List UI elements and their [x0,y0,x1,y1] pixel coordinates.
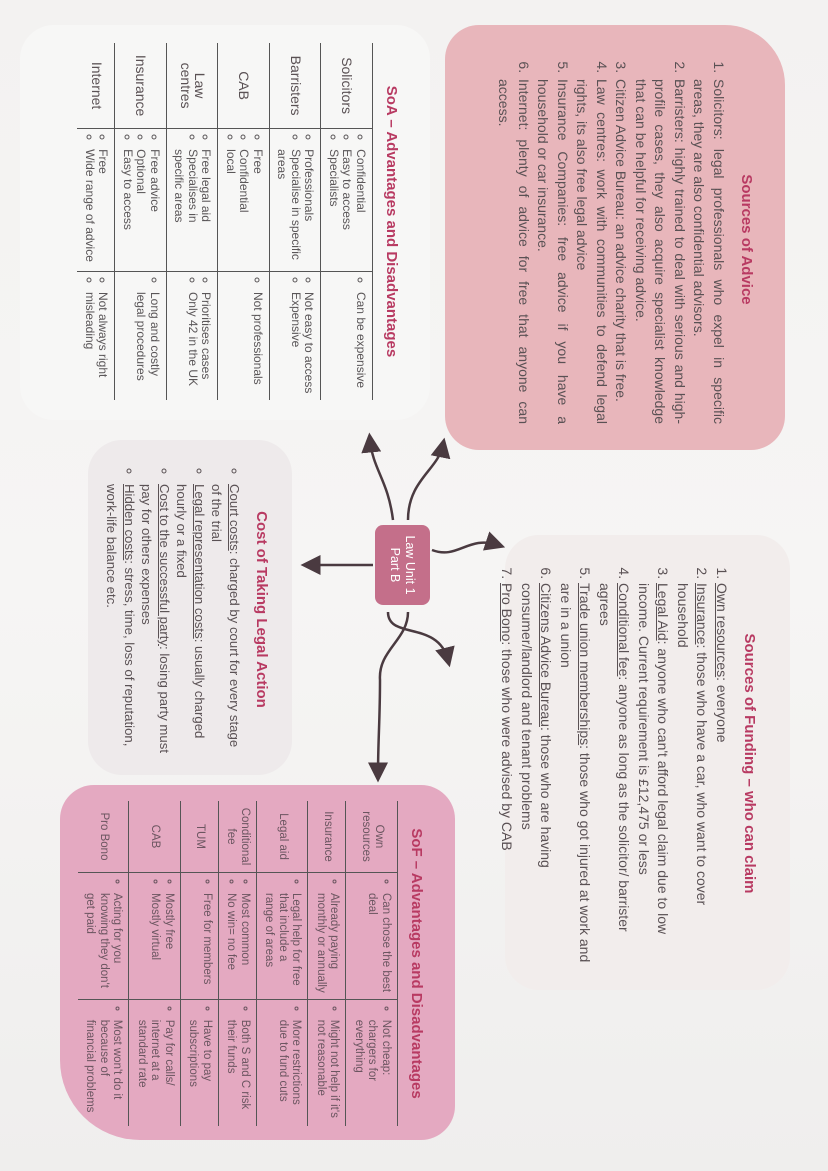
advantages-cell [308,873,346,1000]
term: Pro Bono [499,583,516,642]
table-row [115,43,167,400]
disadvantage: ◦ Only 42 in the UK [186,292,200,394]
disadvantages-cell [308,999,346,1126]
table-row [181,801,219,1126]
disadvantages-cell [181,999,219,1126]
advantage: ◦ Specialise in specific areas [275,149,302,265]
advantage: ◦ Professionals [302,149,316,265]
disadvantage: ◦ Pay for calls/ internet at a standard rate [135,1020,176,1120]
term: Insurance [694,583,711,645]
list-item: 5. Insurance Companies: free advice if you have a household or car insurance. [533,77,572,424]
disadvantages-cell [321,271,373,400]
sof-table-panel [60,785,455,1140]
central-topic-line1: Law Unit 1 [403,535,418,595]
disadvantage: ◦ Might not help if it's not reasonable [314,1020,341,1120]
advantage: ◦ Confidential [237,149,251,265]
list-item [517,583,556,966]
disadvantage: ◦ Can be expensive [354,292,368,394]
arrow-to-funding [432,543,498,553]
description: : those who have a car, who want to cover household [675,583,711,906]
advantage: ◦ Free advice [148,149,162,265]
advantages-cell [115,129,167,272]
advantage: ◦ Optional [134,149,148,265]
row-header: Insurance [308,801,346,873]
disadvantages-cell [167,271,219,400]
disadvantage: ◦ Not cheap: chargers for everything [352,1020,393,1120]
arrow-to-sof-table [378,612,408,775]
row-header: Barristers [270,43,322,129]
advantage: ◦ Already paying monthly or annually [314,893,341,993]
advantages-cell [129,873,181,1000]
disadvantage: ◦ Have to pay subscriptions [186,1020,213,1120]
term: Legal Aid [655,583,672,641]
table-row [167,43,219,400]
disadvantage: ◦ Both S and C risk their funds [224,1020,251,1120]
advantages-cell [167,129,219,272]
list-item: 2. Barristers: highly trained to deal with serious and high-profile cases, they also acquire specialist knowledge that can be helpful for receiving advice. [631,77,690,424]
term: Trade union memberships [577,583,594,746]
description: : losing party must pay for others expenses [139,484,172,754]
disadvantage: ◦ Not easy to access [302,292,316,394]
advantages-cell [78,873,129,1000]
term: Own resources [714,583,730,678]
cost-title: Cost of Taking Legal Action [253,511,270,708]
disadvantages-cell [129,999,181,1126]
table-row [321,43,373,400]
sources-of-funding-list [497,561,731,966]
disadvantage: ◦ Not always right [96,292,110,394]
sof-table-title: SoF – Advantages and Disadvantages [408,828,425,1099]
row-header: Insurance [115,43,167,129]
row-header: Conditional fee [219,801,257,873]
term: Hidden costs [122,484,137,561]
advantages-cell [270,129,322,272]
cost-of-legal-action-panel [88,440,292,775]
advantage: ◦ Free legal aid [199,149,213,265]
row-header: Solicitors [321,43,373,129]
row-header: Pro Bono [78,801,129,873]
term: Cost to the successful party [157,484,172,646]
list-item [595,583,634,966]
advantages-cell [219,873,257,1000]
disadvantages-cell [78,271,116,400]
advantage: ◦ Free [251,149,265,265]
advantage: ◦ Wide range of advice [83,149,97,265]
term: Legal representation costs [192,484,207,639]
row-header: TUM [181,801,219,873]
disadvantages-cell [270,271,322,400]
row-header: Internet [78,43,116,129]
advantages-cell [257,873,309,1000]
disadvantage: ◦ Most won't do it because of financial problems [83,1020,124,1120]
disadvantage: ◦ Prioritises cases [199,292,213,394]
disadvantage: ◦ Long and costly legal procedures [134,292,161,394]
description: : those who were advised by CAB [499,641,516,851]
sources-of-advice-panel [445,25,785,450]
advantages-cell [78,129,116,272]
list-item [634,583,673,966]
row-header: CAB [218,43,270,129]
disadvantage: ◦ Not professionals [251,292,265,394]
disadvantages-cell [219,999,257,1126]
sources-of-advice-title: Sources of Advice [738,174,755,305]
description: : anyone as long as the solicitor/ barrister agrees [597,583,633,932]
description: : those who got injured at work and are in a union [558,583,594,963]
table-row [308,801,346,1126]
table-row [219,801,257,1126]
term: Conditional fee [616,583,633,677]
list-item [712,583,732,966]
row-header: Legal aid [257,801,309,873]
central-topic-node [375,525,430,605]
list-item [497,583,517,966]
disadvantages-cell [78,999,129,1126]
table-row [78,801,129,1126]
advantage: ◦ Mostly free [162,893,176,993]
soa-table-title: SoA – Advantages and Disadvantages [383,85,400,358]
sources-of-funding-panel [499,535,790,990]
list-item [556,583,595,966]
advantages-cell [218,129,270,272]
advantage: ◦ Easy to access [121,149,135,265]
advantage: ◦ Acting for you knowing they don't get paid [83,893,124,993]
description: : usually charged hourly or a fixed [174,484,207,739]
advantages-cell [181,873,219,1000]
row-header: Law centres [167,43,219,129]
arrow-to-soa-table [370,440,393,520]
row-header: Own resources [346,801,398,873]
advantage: ◦ Can chose the best deal [365,893,392,993]
soa-table-panel [20,25,430,420]
table-row [346,801,398,1126]
description: : charged by court for every stage of the trial [209,484,242,748]
advantage: ◦ Confidential [354,149,368,265]
cost-list [103,466,243,753]
term: Court costs [227,484,242,551]
table-row [270,43,322,400]
disadvantages-cell [257,999,309,1126]
advantage: ◦ Specialists [327,149,341,265]
disadvantages-cell [346,999,398,1126]
arrow-to-sources-of-advice [408,445,443,520]
list-item [173,484,208,753]
sof-table [78,801,398,1126]
description: : anyone who can't afford legal claim due to low income. Current requirement is £12,475 or less [636,583,672,935]
advantage: ◦ Legal help for free that include a range of areas [262,893,303,993]
table-row [218,43,270,400]
list-item [673,583,712,966]
advantages-cell [346,873,398,1000]
disadvantages-cell [218,271,270,400]
sources-of-funding-title: Sources of Funding – who can claim [741,633,758,894]
table-row [78,43,116,400]
advantage: ◦ local [224,149,238,265]
advantage: ◦ No win= no fee [224,893,238,993]
list-item: 4. Law centres: work with communities to defend legal rights, its also free legal advice [572,77,611,424]
list-item: 1. Solicitors: legal professionals who expel in specific areas, they are also confidential advisors. [689,77,728,424]
description: : those who are having consumer/landlord and tenant problems [519,583,555,868]
description: : stress, time, loss of reputation, work-life balance etc. [104,484,137,747]
list-item: 6. Internet: plenty of advice for free that anyone can access. [494,77,533,424]
row-header: CAB [129,801,181,873]
central-topic-line2: Part B [388,547,403,583]
advantages-cell [321,129,373,272]
advantage: ◦ Free [96,149,110,265]
sources-of-advice-list [494,55,728,424]
arrow-to-sof-table-2 [388,612,448,660]
disadvantage: ◦ misleading [83,292,97,394]
soa-table [78,43,374,400]
advantage: ◦ Easy to access [340,149,354,265]
advantage: ◦ Specialises in specific areas [172,149,199,265]
list-item [103,484,138,753]
advantage: ◦ Most common [238,893,252,993]
advantage: ◦ Free for members [200,893,214,993]
list-item [208,484,243,753]
table-row [129,801,181,1126]
term: Citizens Advice Bureau [538,583,555,727]
list-item: 3. Citizen Advice Bureau: an advice charity that is free. [611,77,631,424]
disadvantage: ◦ Expensive [289,292,303,394]
description: : everyone [714,677,730,743]
advantage: ◦ Mostly virtual [148,893,162,993]
disadvantage: ◦ More restrictions due to fund cuts [276,1020,303,1120]
disadvantages-cell [115,271,167,400]
list-item [138,484,173,753]
table-row [257,801,309,1126]
